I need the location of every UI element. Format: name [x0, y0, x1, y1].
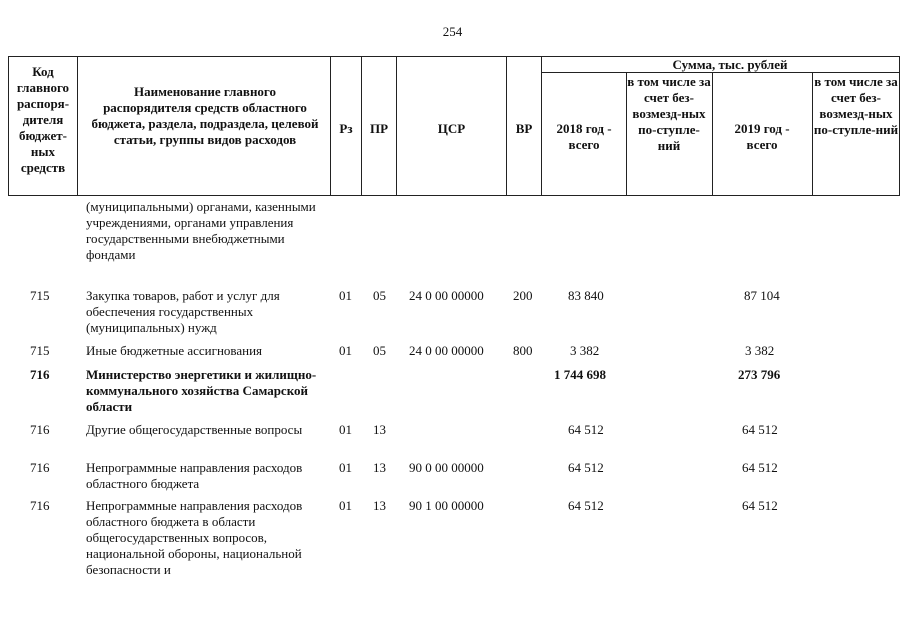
row-name: Закупка товаров, работ и услуг для обеспечения государственных (муниципальных) нужд [86, 288, 280, 335]
col-divider [712, 73, 713, 196]
row-csr: 24 0 00 00000 [409, 288, 484, 303]
row-2018: 3 382 [570, 343, 600, 358]
row-pr: 13 [373, 422, 386, 437]
row-code: 716 [30, 367, 50, 382]
row-code: 716 [30, 460, 50, 475]
header-2019-total: 2019 год - всего [734, 121, 790, 152]
row-name: Министерство энергетики и жилищно-коммунального хозяйства Самарской области [86, 367, 317, 414]
row-rz: 01 [339, 460, 352, 475]
row-vr: 800 [513, 343, 533, 358]
header-sum-group: Сумма, тыс. рублей [672, 57, 788, 72]
header-2019-free: в том числе за счет без-возмезд-ных по-ступле-ний [813, 74, 899, 137]
row-pr: 05 [373, 288, 386, 303]
header-name: Наименование главного распорядителя средств областного бюджета, раздела, подраздела, целевой статьи, группы видов расходов [91, 84, 319, 147]
col-divider [541, 56, 542, 196]
row-name: Другие общегосударственные вопросы [86, 422, 303, 437]
header-pr: ПР [369, 121, 389, 136]
row-2018: 64 512 [568, 460, 604, 475]
col-divider [8, 56, 9, 196]
row-2019: 64 512 [742, 422, 778, 437]
row-pr: 13 [373, 498, 386, 513]
row-code: 715 [30, 288, 50, 303]
row-rz: 01 [339, 498, 352, 513]
row-name: Непрограммные направления расходов областного бюджета [86, 460, 303, 491]
header-csr: ЦСР [437, 121, 466, 136]
row-name: Непрограммные направления расходов областного бюджета в области общегосударственных вопросов, национальной обороны, национальной безопасности и [86, 498, 303, 577]
row-pr: 05 [373, 343, 386, 358]
col-divider [899, 56, 900, 196]
row-2018: 64 512 [568, 422, 604, 437]
row-2018: 83 840 [568, 288, 604, 303]
row-vr: 200 [513, 288, 533, 303]
row-code: 715 [30, 343, 50, 358]
row-rz: 01 [339, 422, 352, 437]
row-csr: 90 1 00 00000 [409, 498, 484, 513]
row-name: (муниципальными) органами, казенными учреждениями, органами управления государственными внебюджетными фондами [86, 199, 316, 262]
row-pr: 13 [373, 460, 386, 475]
row-csr: 90 0 00 00000 [409, 460, 484, 475]
row-rz: 01 [339, 343, 352, 358]
row-2019: 64 512 [742, 498, 778, 513]
row-rz: 01 [339, 288, 352, 303]
col-divider [77, 56, 78, 196]
header-bottom-border [8, 195, 900, 196]
page-number: 254 [442, 24, 463, 39]
row-2019: 64 512 [742, 460, 778, 475]
row-2019: 87 104 [744, 288, 780, 303]
row-2019: 273 796 [738, 367, 781, 382]
row-2019: 3 382 [745, 343, 775, 358]
header-2018-free: в том числе за счет без-возмезд-ных по-ступле-ний [627, 74, 711, 153]
row-code: 716 [30, 498, 50, 513]
row-2018: 64 512 [568, 498, 604, 513]
row-name: Иные бюджетные ассигнования [86, 343, 263, 358]
row-csr: 24 0 00 00000 [409, 343, 484, 358]
header-code: Код главного распоря-дителя бюджет-ных средств [16, 64, 70, 175]
header-rz: Рз [339, 121, 353, 136]
row-code: 716 [30, 422, 50, 437]
header-vr: ВР [515, 121, 533, 136]
row-2018: 1 744 698 [554, 367, 606, 382]
header-2018-total: 2018 год - всего [556, 121, 612, 152]
